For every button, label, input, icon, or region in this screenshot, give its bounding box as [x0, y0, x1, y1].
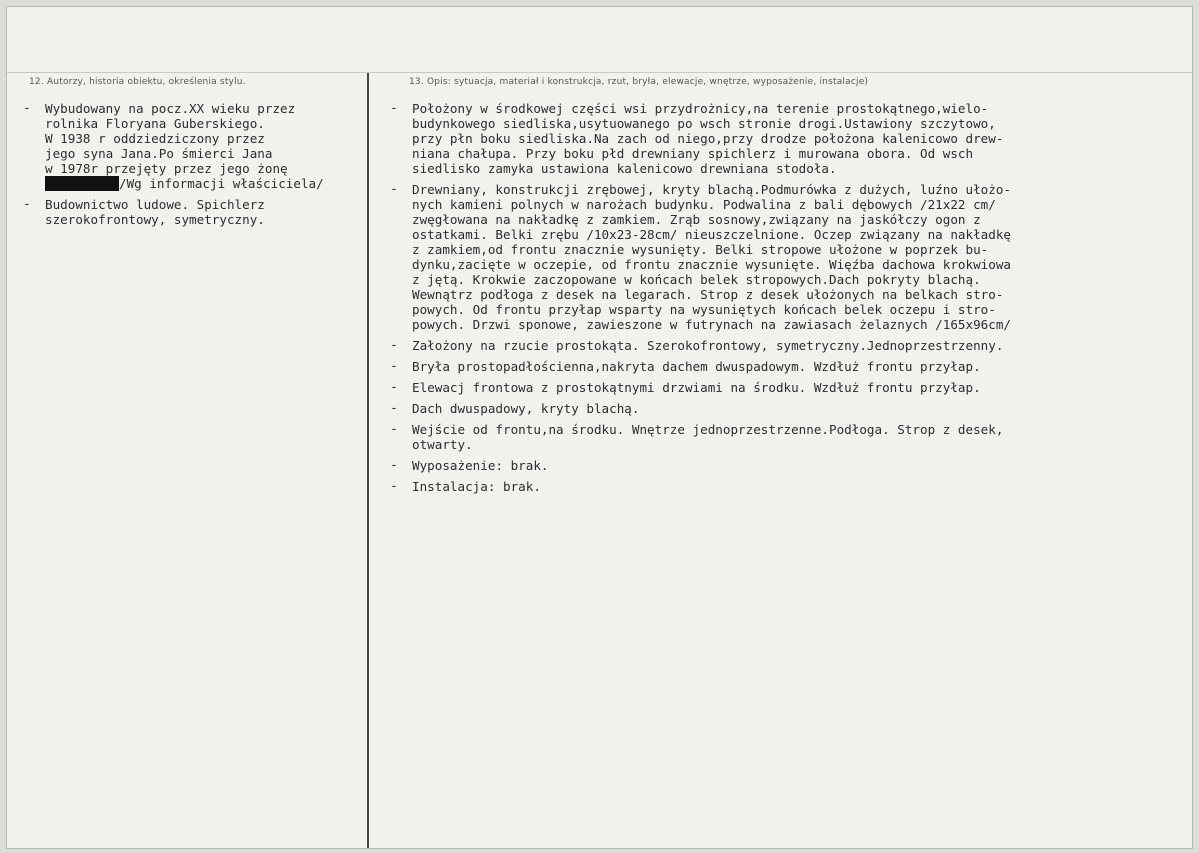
text-line: Dach dwuspadowy, kryty blachą.: [412, 401, 640, 416]
bullet-dash: -: [23, 197, 31, 212]
bullet-dash: -: [23, 101, 31, 116]
header-rule: [7, 72, 1192, 73]
bullet-dash: -: [390, 422, 398, 437]
text-line: Elewacj frontowa z prostokątnymi drzwiami na środku. Wzdłuż frontu przyłap.: [412, 380, 981, 395]
text-line: rolnika Floryana Guberskiego.: [45, 116, 265, 131]
section-12-header: 12. Autorzy, historia obiektu, określenia stylu.: [29, 77, 246, 87]
form-entry: [390, 359, 1190, 374]
text-line: z zamkiem,od frontu znacznie wysunięty. Belki stropowe ułożone w poprzek bu-: [412, 242, 989, 257]
text-line: Wejście od frontu,na środku. Wnętrze jednoprzestrzenne.Podłoga. Strop z desek,: [412, 422, 1004, 437]
equipment-entry: [390, 458, 1190, 473]
text-line-with-redaction: [45, 176, 367, 191]
style-entry: [23, 197, 367, 227]
text-line: budynkowego siedliska,usytuowanego po wsch stronie drogi.Ustawiony szczytowo,: [412, 116, 996, 131]
installation-entry: [390, 479, 1190, 494]
text-line: otwarty.: [412, 437, 473, 452]
bullet-dash: -: [390, 380, 398, 395]
section-13-header: 13. Opis: sytuacja, materiał i konstrukcja, rzut, bryła, elewacje, wnętrze, wyposażenie, instalacje): [409, 77, 869, 87]
text-line: jego syna Jana.Po śmierci Jana: [45, 146, 273, 161]
text-line: siedlisko zamyka ustawiona kalenicowo drewniana stodoła.: [412, 161, 837, 176]
situation-entry: [390, 101, 1190, 176]
bullet-dash: -: [390, 101, 398, 116]
text-line: dynku,zacięte w oczepie, od frontu znacznie wysunięte. Więźba dachowa krokwiowa: [412, 257, 1011, 272]
construction-entry: [390, 182, 1190, 332]
plan-entry: [390, 338, 1190, 353]
inventory-card: [6, 6, 1193, 849]
text-line: z jętą. Krokwie zaczopowane w końcach belek stropowych.Dach pokryty blachą.: [412, 272, 981, 287]
bullet-dash: -: [390, 338, 398, 353]
text-fragment: /Wg informacji właściciela/: [119, 176, 324, 191]
interior-entry: [390, 422, 1190, 452]
redacted-block: [45, 176, 119, 191]
bullet-dash: -: [390, 458, 398, 473]
text-line: przy płn boku siedliska.Na zach od niego,przy drodze położona kalenicowo drew-: [412, 131, 1004, 146]
text-line: Drewniany, konstrukcji zrębowej, kryty blachą.Podmurówka z dużych, luźno ułożo-: [412, 182, 1011, 197]
section-12-content: [23, 101, 367, 233]
text-line: powych. Od frontu przyłap wsparty na wysuniętych końcach belek oczepu i stro-: [412, 302, 996, 317]
history-entry: [23, 101, 367, 191]
text-line: Wyposażenie: brak.: [412, 458, 549, 473]
text-line: Bryła prostopadłościenna,nakryta dachem dwuspadowym. Wzdłuż frontu przyłap.: [412, 359, 981, 374]
text-line: Wybudowany na pocz.XX wieku przez: [45, 101, 296, 116]
text-line: Założony na rzucie prostokąta. Szerokofrontowy, symetryczny.Jednoprzestrzenny.: [412, 338, 1004, 353]
bullet-dash: -: [390, 479, 398, 494]
text-line: nych kamieni polnych w narożach budynku. Podwalina z bali dębowych /21x22 cm/: [412, 197, 996, 212]
text-line: zwęgłowana na nakładkę z zamkiem. Zrąb sosnowy,związany na jaskółczy ogon z: [412, 212, 981, 227]
bullet-dash: -: [390, 359, 398, 374]
roof-entry: [390, 401, 1190, 416]
text-line: powych. Drzwi sponowe, zawieszone w futrynach na zawiasach żelaznych /165x96cm/: [412, 317, 1011, 332]
elevation-entry: [390, 380, 1190, 395]
text-line: w 1978r przejęty przez jego żonę: [45, 161, 288, 176]
text-line: Wewnątrz podłoga z desek na legarach. Strop z desek ułożonych na belkach stro-: [412, 287, 1004, 302]
bullet-dash: -: [390, 182, 398, 197]
text-line: szerokofrontowy, symetryczny.: [45, 212, 265, 227]
column-divider: [367, 73, 369, 848]
bullet-dash: -: [390, 401, 398, 416]
section-13-content: [390, 101, 1190, 500]
text-line: W 1938 r oddziedziczony przez: [45, 131, 265, 146]
text-line: Położony w środkowej części wsi przydrożnicy,na terenie prostokątnego,wielo-: [412, 101, 989, 116]
text-line: Instalacja: brak.: [412, 479, 541, 494]
text-line: Budownictwo ludowe. Spichlerz: [45, 197, 265, 212]
text-line: ostatkami. Belki zrębu /10x23-28cm/ nieuszczelnione. Oczep związany na nakładkę: [412, 227, 1011, 242]
text-line: niana chałupa. Przy boku płd drewniany spichlerz i murowana obora. Od wsch: [412, 146, 974, 161]
